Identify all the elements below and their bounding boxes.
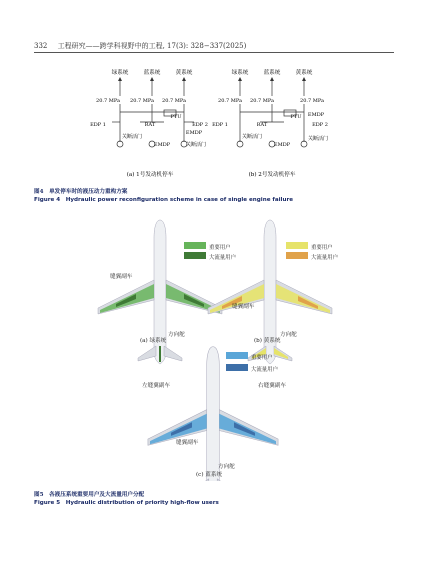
pressure-label: 20.7 MPa — [300, 98, 324, 104]
edp2-label: EDP 2 — [312, 122, 328, 128]
ptu-label: PTU — [290, 114, 302, 120]
emdp-label: EMDP — [153, 142, 171, 148]
figure5-caption-en: Figure 5 Hydraulic distribution of priority high-flow users — [34, 500, 219, 506]
system-green: 绿系统 — [231, 70, 249, 76]
emdp-label: EMDP — [185, 130, 203, 136]
legend-swatch-yellow-flow — [286, 252, 308, 259]
legend-blue-flow: 大流量用户 — [251, 367, 278, 373]
page-number: 332 — [34, 42, 48, 50]
schematic-a — [90, 68, 208, 178]
label-blue-rudder: 方向舵 — [218, 464, 235, 470]
legend-green-priority: 重要用户 — [209, 245, 231, 251]
running-header — [34, 41, 246, 51]
label-green-rudder: 方向舵 — [168, 332, 185, 338]
legend-yellow-flow: 大流量用户 — [311, 255, 338, 261]
rat-label: RAT — [256, 122, 268, 128]
subcaption-blue: (c) 蓝系统 — [196, 472, 223, 478]
edp1-label: EDP 1 — [212, 122, 228, 128]
label-yellow-slat: 缝翼副车 — [232, 304, 255, 310]
valve-label: 关断活门 — [121, 134, 143, 140]
system-yellow: 黄系统 — [295, 70, 313, 76]
legend-swatch-yellow-priority — [286, 242, 308, 249]
pressure-label: 20.7 MPa — [250, 98, 274, 104]
edp2-label: EDP 2 — [192, 122, 208, 128]
figure4-caption-zh: 图4 单发停车时的液压动力重构方案 — [34, 189, 128, 195]
label-blue-left-slat: 左缝翼副车 — [142, 383, 170, 389]
legend-yellow-priority: 重要用户 — [311, 245, 333, 251]
header-rule — [34, 52, 394, 53]
subcaption-yellow: (b) 黄系统 — [254, 338, 281, 344]
label-blue-slat: 缝翼副车 — [176, 440, 199, 446]
pressure-label: 20.7 MPa — [96, 98, 120, 104]
journal-title: 工程研究——跨学科视野中的工程, 17(3): 328−337(2025) — [57, 42, 247, 50]
figure4-caption-en: Figure 4 Hydraulic power reconfiguration scheme in case of single engine failure — [34, 197, 294, 203]
system-blue: 蓝系统 — [263, 70, 281, 76]
emdp-label: EMDP — [307, 112, 325, 118]
valve-label: 关断活门 — [307, 136, 329, 142]
legend-swatch-blue-priority — [226, 352, 248, 359]
legend-swatch-green-flow — [184, 252, 206, 259]
figure4-schematics — [0, 60, 427, 180]
legend-blue-priority: 重要用户 — [251, 355, 273, 361]
emdp-label: EMDP — [273, 142, 291, 148]
figure5-caption-zh: 图5 各液压系统重要用户及大流量用户分配 — [34, 492, 145, 498]
valve-label: 关断活门 — [241, 134, 263, 140]
subcaption-b: (b) 2号发动机停车 — [248, 172, 296, 178]
label-green-slat: 缝翼副车 — [110, 274, 133, 280]
legend-swatch-blue-flow — [226, 364, 248, 371]
subcaption-green: (a) 绿系统 — [140, 338, 167, 344]
label-yellow-rudder: 方向舵 — [280, 332, 297, 338]
rat-label: RAT — [144, 122, 156, 128]
edp1-label: EDP 1 — [90, 122, 106, 128]
schematic-b — [212, 68, 328, 178]
ptu-label: PTU — [170, 114, 182, 120]
system-green: 绿系统 — [111, 70, 129, 76]
subcaption-a: (a) 1号发动机停车 — [126, 172, 174, 178]
label-blue-right-slat: 右缝翼副车 — [258, 383, 286, 389]
legend-green-flow: 大流量用户 — [209, 255, 236, 261]
valve-label: 关断活门 — [185, 142, 207, 148]
legend-swatch-green-priority — [184, 242, 206, 249]
pressure-label: 20.7 MPa — [162, 98, 186, 104]
system-yellow: 黄系统 — [175, 70, 193, 76]
pressure-label: 20.7 MPa — [218, 98, 242, 104]
system-blue: 蓝系统 — [143, 70, 161, 76]
pressure-label: 20.7 MPa — [130, 98, 154, 104]
